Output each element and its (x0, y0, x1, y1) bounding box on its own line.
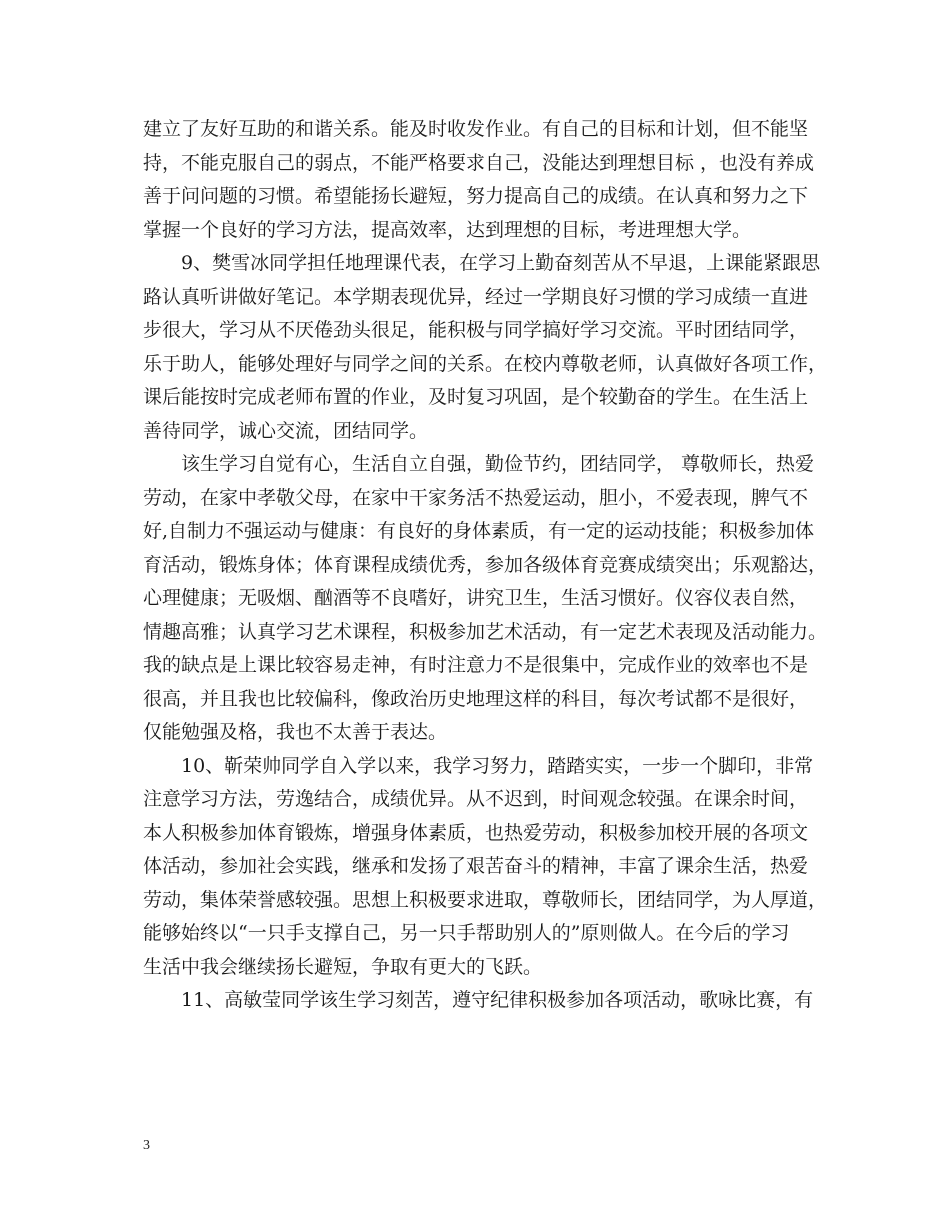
text-line: 善于问问题的习惯。希望能扬长避短，努力提高自己的成绩。在认真和努力之下 (143, 185, 809, 207)
text-line: 仅能勉强及格，我也不太善于表达。 (143, 721, 448, 743)
text-line: 劳动，集体荣誉感较强。思想上积极要求进取，尊敬师长，团结同学，为人厚道， (143, 888, 828, 911)
text-line: 能够始终以“一只手支撑自己，另一只手帮助别人的”原则做人。在今后的学习 (143, 922, 790, 944)
text-line: 路认真听讲做好笔记。本学期表现优异，经过一学期良好习惯的学习成绩一直进 (143, 285, 809, 308)
text-line: 课后能按时完成老师布置的作业，及时复习巩固，是个较勤奋的学生。在生活上 (143, 386, 809, 408)
text-line: 劳动，在家中孝敬父母，在家中干家务活不热爱运动，胆小，不爱表现，脾气不 (143, 486, 809, 509)
text-line: 育活动，锻炼身体；体育课程成绩优秀，参加各级体育竞赛成绩突出；乐观豁达， (143, 553, 828, 576)
text-line: 持，不能克服自己的弱点，不能严格要求自己，没能达到理想目标 ，也没有养成 (143, 151, 815, 174)
text-line: 乐于助人，能够处理好与同学之间的关系。在校内尊敬老师，认真做好各项工作， (143, 352, 828, 375)
page-number: 3 (143, 1138, 150, 1153)
text-line: 掌握一个良好的学习方法，提高效率，达到理想的目标，考进理想大学。 (143, 218, 752, 241)
text-line: 很高，并且我也比较偏科，像政治历史地理这样的科目，每次考试都不是很好， (143, 687, 809, 710)
text-line: 生活中我会继续扬长避短，争取有更大的飞跃。 (143, 955, 543, 978)
text-line: 步很大，学习从不厌倦劲头很足，能积极与同学搞好学习交流。平时团结同学， (143, 319, 809, 341)
text-line: 情趣高雅；认真学习艺术课程，积极参加艺术活动，有一定艺术表现及活动能力。 (143, 620, 828, 643)
text-line: 注意学习方法，劳逸结合，成绩优异。从不迟到，时间观念较强。在课余时间， (143, 788, 809, 810)
text-line: 11、高敏莹同学该生学习刻苦，遵守纪律积极参加各项活动，歌咏比赛，有 (181, 989, 814, 1011)
text-line: 体活动，参加社会实践，继承和发扬了艰苦奋斗的精神，丰富了课余生活，热爱 (143, 855, 809, 877)
document-body (143, 113, 828, 1018)
text-line: 该生学习自觉有心，生活自立自强，勤俭节约，团结同学， 尊敬师长，热爱 (181, 453, 815, 475)
text-line: 心理健康；无吸烟、酗酒等不良嗜好，讲究卫生，生活习惯好。仪容仪表自然， (143, 587, 809, 609)
text-line: 本人积极参加体育锻炼，增强身体素质，也热爱劳动，积极参加校开展的各项文 (143, 821, 809, 844)
text-line: 10、靳荣帅同学自入学以来，我学习努力，踏踏实实，一步一个脚印，非常 (181, 754, 814, 777)
text-line: 好,自制力不强运动与健康：有良好的身体素质，有一定的运动技能；积极参加体 (143, 520, 815, 542)
text-line: 我的缺点是上课比较容易走神，有时注意力不是很集中，完成作业的效率也不是 (143, 654, 809, 676)
text-line: 善待同学，诚心交流，团结同学。 (143, 419, 429, 442)
text-line: 建立了友好互助的和谐关系。能及时收发作业。有自己的目标和计划，但不能坚 (143, 118, 809, 140)
text-line: 9、樊雪冰同学担任地理课代表，在学习上勤奋刻苦从不早退，上课能紧跟思 (181, 252, 821, 274)
